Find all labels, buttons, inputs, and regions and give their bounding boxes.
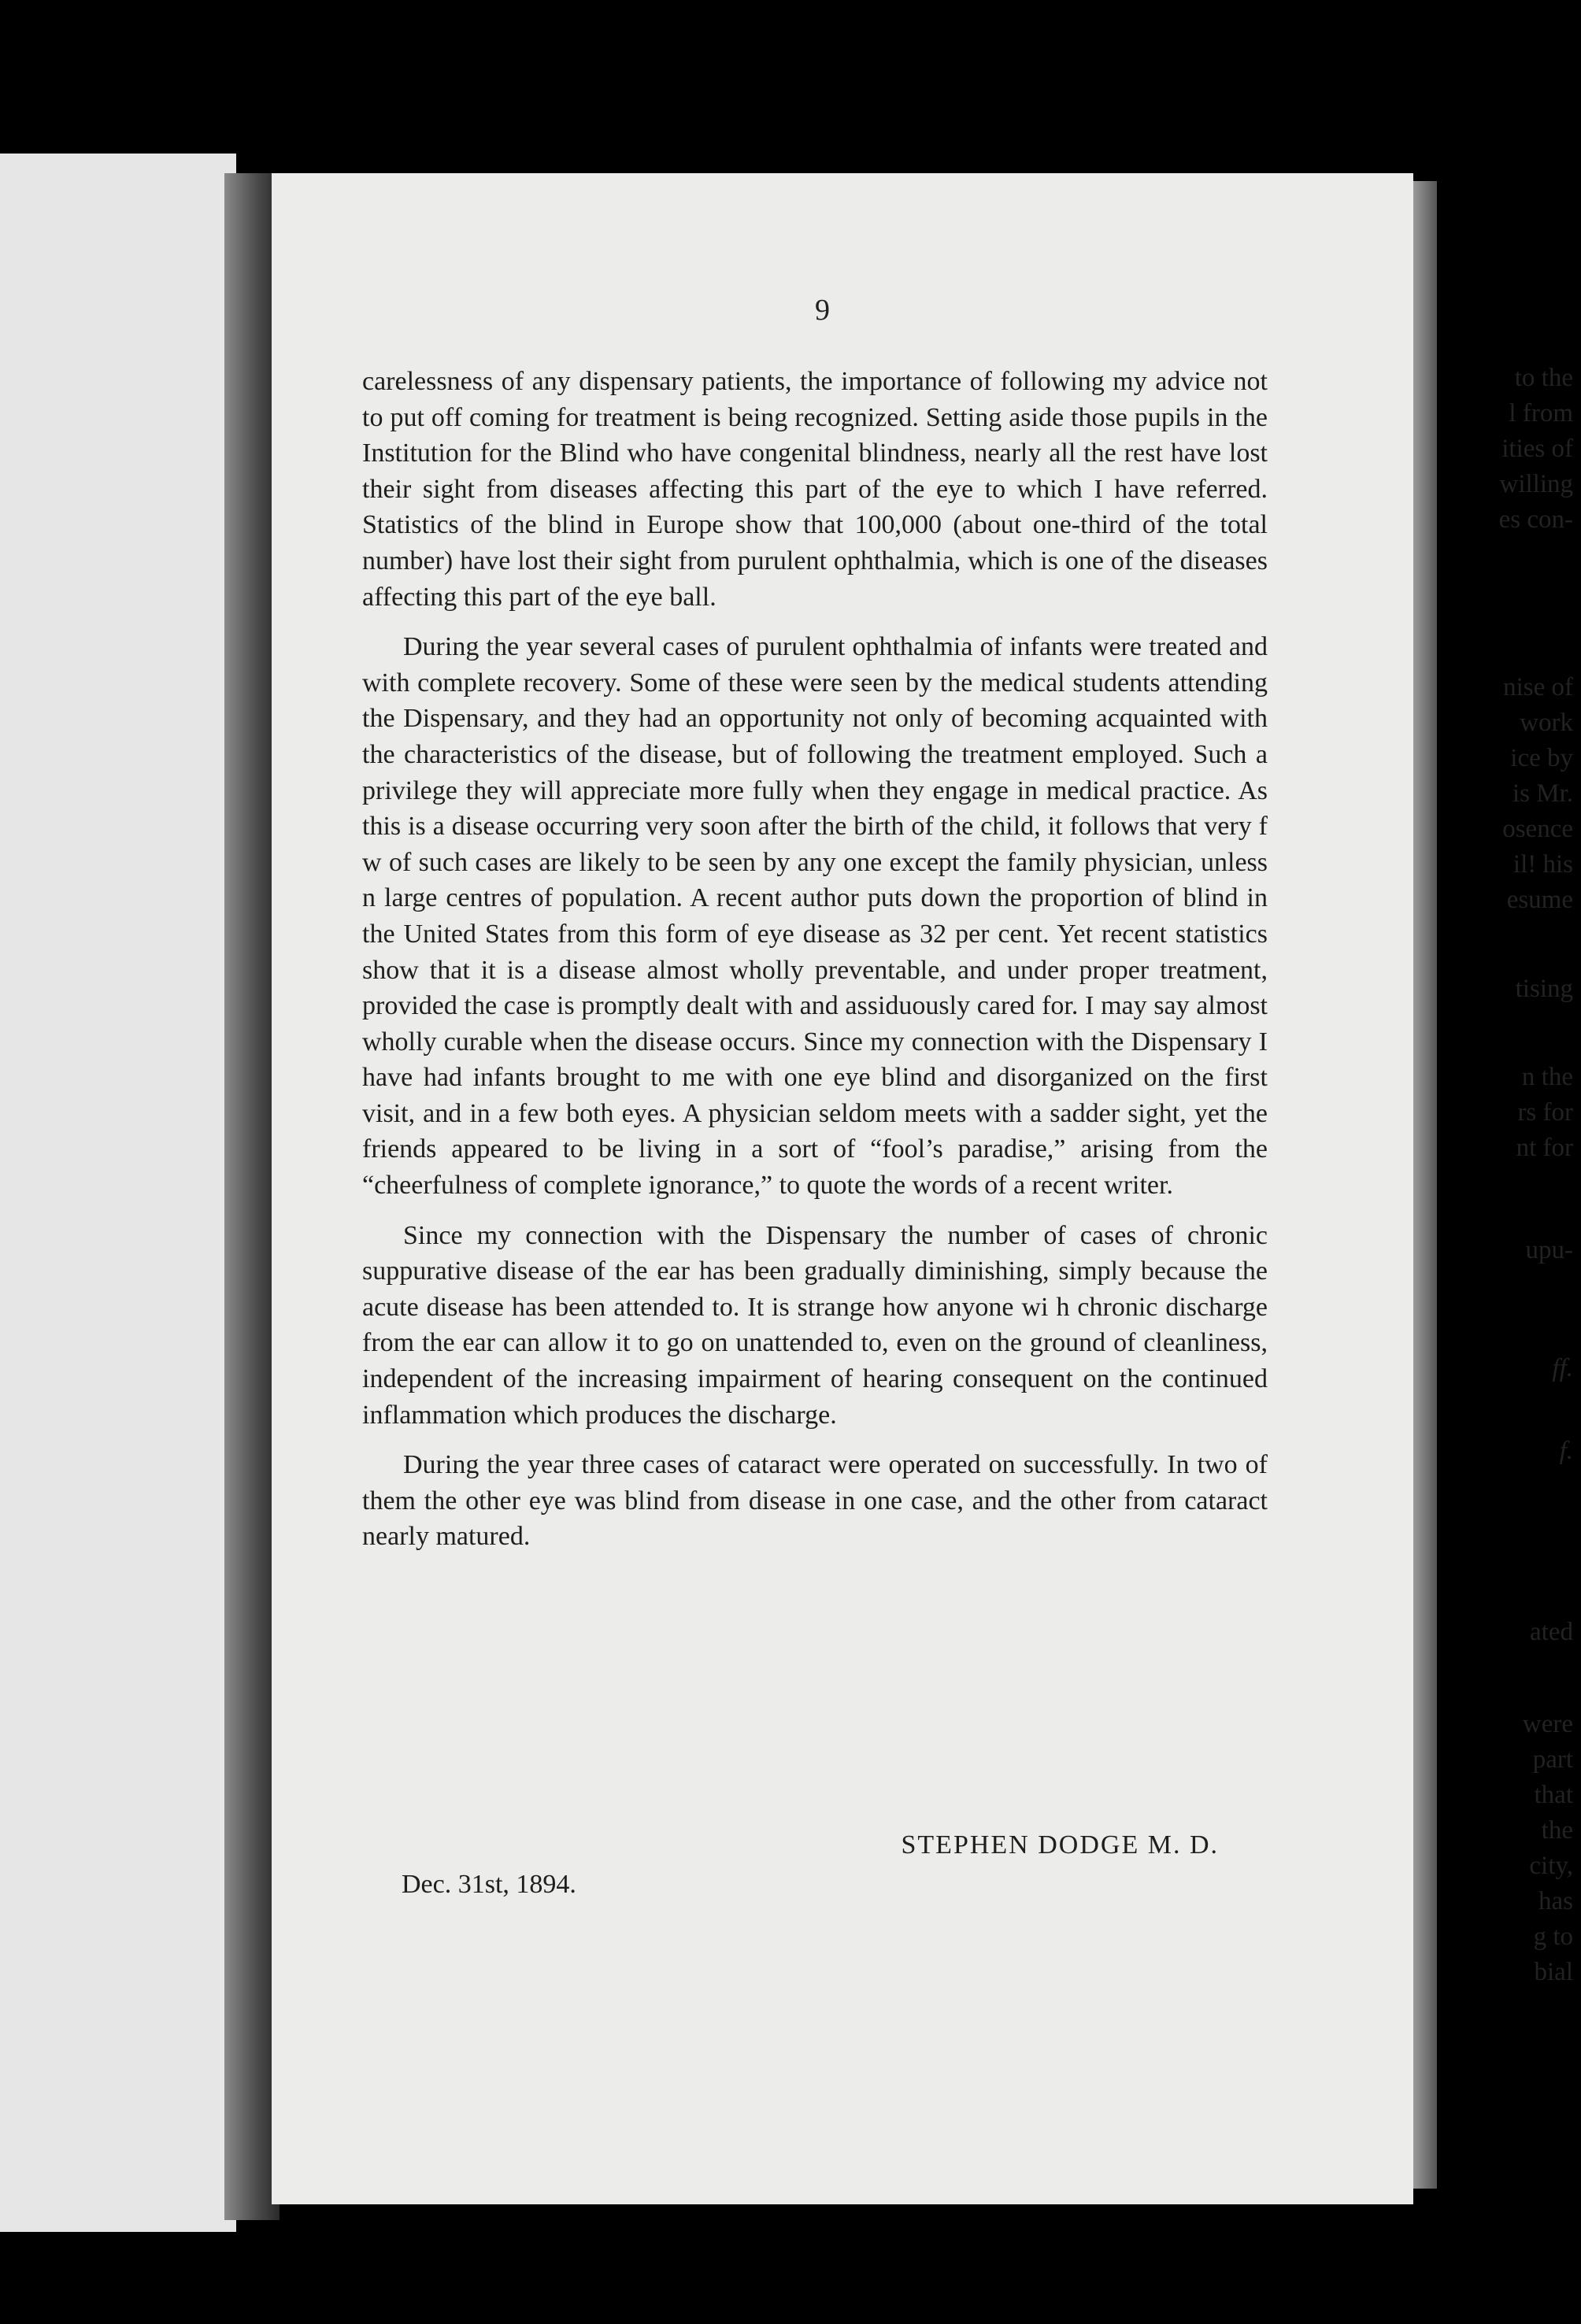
- left-line: to the: [1514, 364, 1573, 392]
- page-number: 9: [815, 294, 830, 327]
- left-line: esume: [1506, 886, 1573, 914]
- left-line: n the: [1521, 1063, 1573, 1091]
- left-line: g to: [1533, 1922, 1573, 1951]
- paragraph: During the year several cases of purulent ophthalmia of infants were treated and with complete recovery. Some of these were seen by the medical students attending the Dispensary, and they had an opportunity not only of becoming acquainted with the characteristics of the disease, but of following the treatment employed. Such a privilege they will appreciate more fully when they engage in medical practice. As this is a disease occurring very soon after the birth of the child, it follows that very f w of such cases are likely to be seen by any one except the family physician, unless n large centres of population. A recent author puts down the proportion of blind in the United States from this form of eye disease as 32 per cent. Yet recent statistics show that it is a disease almost wholly preventable, and under proper treatment, provided the case is promptly dealt with and assiduously cared for. I may say almost wholly curable when the disease occurs. Since my connection with the Dispensary I have had infants brought to me with one eye blind and disorganized on the first visit, and in a few both eyes. A physician seldom meets with a sadder sight, yet the friends appeared to be living in a sort of “fool’s paradise,” arising from the “cheerfulness of complete ignorance,” to quote the words of a recent writer.: [362, 632, 1268, 1201]
- left-line: is Mr.: [1512, 779, 1573, 808]
- left-line: ice by: [1510, 744, 1573, 772]
- left-line: were: [1522, 1710, 1573, 1738]
- left-line: part: [1532, 1745, 1573, 1774]
- left-line: es con-: [1498, 505, 1573, 534]
- left-line: ated: [1530, 1618, 1573, 1646]
- left-line: bial: [1534, 1958, 1573, 1986]
- page-edge-shadow: [1413, 181, 1437, 2189]
- left-line: nise of: [1503, 673, 1573, 701]
- paragraph: Since my connection with the Dispensary the number of cases of chronic suppurative disease of the ear has been gradually diminishing, simply because the acute disease has been attended to. It is strange how anyone wi h chronic discharge from the ear can allow it to go on unattended to, even on the ground of cleanliness, independent of the increasing impairment of hearing consequent on the continued inflammation which produces the discharge.: [362, 1220, 1268, 1430]
- left-line: rs for: [1517, 1098, 1573, 1127]
- signature: STEPHEN DODGE M. D.: [901, 1830, 1219, 1860]
- paragraph: carelessness of any dispensary patients, the importance of following my advice not to put off coming for treatment is being recognized. Setting aside those pupils in the Institution for the Blind who have congenital blindness, nearly all the rest have lost their sight from diseases affecting this part of the eye to which I have referred. Statistics of the blind in Europe show that 100,000 (about one-third of the total number) have lost their sight from purulent ophthalmia, which is one of the diseases affecting this part of the eye ball.: [362, 367, 1268, 612]
- left-line: osence: [1502, 815, 1573, 843]
- date-line: Dec. 31st, 1894.: [402, 1870, 576, 1899]
- left-line: nt for: [1516, 1134, 1573, 1162]
- left-line: the: [1541, 1816, 1573, 1845]
- left-line: has: [1538, 1887, 1573, 1915]
- paragraph: During the year three cases of cataract were operated on successfully. In two of them the other eye was blind from disease in one case, and the other from cataract nearly matured.: [362, 1450, 1268, 1552]
- left-line: ff.: [1552, 1354, 1573, 1382]
- left-line: willing: [1499, 470, 1573, 498]
- left-line: il! his: [1513, 850, 1573, 879]
- left-line: upu-: [1525, 1236, 1573, 1264]
- left-line: ities of: [1501, 435, 1573, 463]
- page-body: [362, 364, 1268, 1569]
- left-line: that: [1534, 1781, 1573, 1809]
- left-line: work: [1520, 709, 1573, 737]
- left-page-fragment: [0, 154, 236, 2232]
- left-line: l from: [1509, 399, 1573, 427]
- left-line: f.: [1559, 1437, 1573, 1465]
- left-line: city,: [1529, 1852, 1573, 1880]
- left-line: tising: [1515, 975, 1573, 1003]
